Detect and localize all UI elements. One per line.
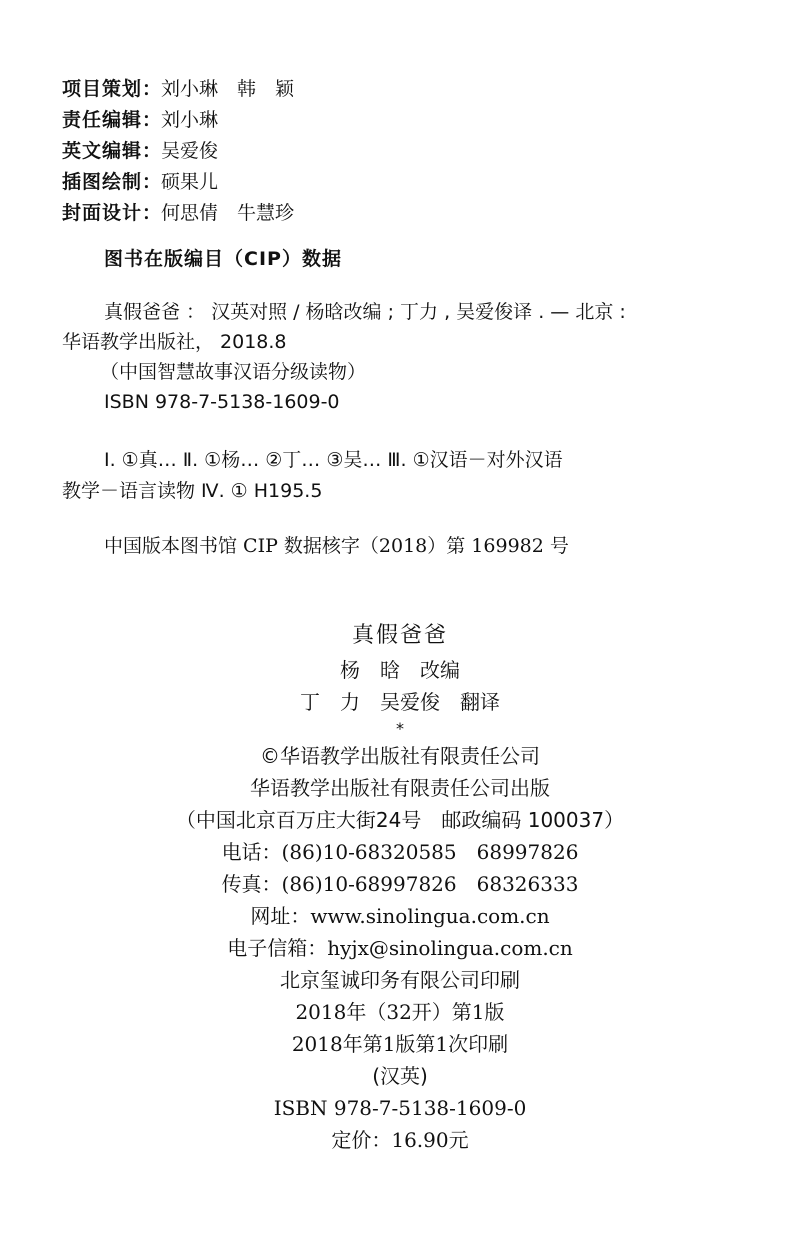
star-divider: * (396, 719, 404, 738)
credit-row-editor (62, 105, 294, 136)
credit-label: 责任编辑 (62, 109, 143, 131)
fax-line: 传真：(86)10-68997826 68326333 (221, 872, 579, 896)
book-title: 真假爸爸 (351, 623, 448, 648)
credit-value: 何思倩 牛慧珍 (161, 202, 295, 224)
credit-value: 硕果儿 (161, 171, 219, 193)
credit-row-illustrator (62, 167, 294, 198)
cip-classification-line: Ⅰ. ①真… Ⅱ. ①杨… ②丁… ③吴… Ⅲ. ①汉语－对外汉语 (104, 449, 563, 471)
cip-heading: 图书在版编目（CIP）数据 (104, 248, 342, 270)
language-line: (汉英) (372, 1064, 428, 1088)
address-line: （中国北京百万庄大街24号 邮政编码 100037） (175, 808, 625, 832)
website-line: 网址：www.sinolingua.com.cn (250, 904, 550, 928)
credit-row-english-editor (62, 136, 294, 167)
colophon (0, 618, 800, 1156)
publisher-line: 华语教学出版社有限责任公司出版 (250, 776, 550, 800)
phone-line: 电话：(86)10-68320585 68997826 (221, 840, 579, 864)
cip-isbn-line: ISBN 978-7-5138-1609-0 (104, 391, 340, 413)
printer-line: 北京玺诚印务有限公司印刷 (280, 968, 520, 992)
isbn-line: ISBN 978-7-5138-1609-0 (273, 1096, 527, 1120)
credit-label: 封面设计 (62, 202, 143, 224)
credit-label: 项目策划 (62, 78, 143, 100)
translators-line: 丁 力 吴爱俊 翻译 (300, 690, 500, 714)
credit-value: 吴爱俊 (161, 140, 219, 162)
credit-row-cover-design (62, 198, 294, 229)
cip-series-line: （中国智慧故事汉语分级读物） (100, 361, 367, 383)
credit-separator: ： (142, 109, 162, 131)
staff-credits (62, 74, 294, 229)
cip-record-line: 华语教学出版社， 2018.8 (62, 331, 287, 353)
credit-label: 英文编辑 (62, 140, 143, 162)
cip-approval-number: 中国版本图书馆 CIP 数据核字（2018）第 169982 号 (104, 535, 569, 557)
printing-line: 2018年第1版第1次印刷 (291, 1032, 509, 1056)
cip-classification-line: 教学－语言读物 Ⅳ. ① H195.5 (62, 480, 323, 502)
credit-label: 插图绘制 (62, 171, 143, 193)
credit-value: 刘小琳 韩 颖 (161, 78, 295, 100)
format-line: 2018年（32开）第1版 (295, 1000, 505, 1024)
credit-separator: ： (142, 171, 162, 193)
cip-record-line: 真假爸爸 ： 汉英对照 / 杨晗改编 ; 丁力 , 吴爱俊译 . — 北京 : (104, 301, 626, 323)
price-line: 定价：16.90元 (331, 1128, 469, 1152)
credit-separator: ： (142, 202, 162, 224)
email-line: 电子信箱：hyjx@sinolingua.com.cn (227, 936, 573, 960)
copyright-line: ©华语教学出版社有限责任公司 (260, 744, 540, 768)
credit-value: 刘小琳 (161, 109, 219, 131)
credit-row-planner (62, 74, 294, 105)
credit-separator: ： (142, 78, 162, 100)
adapter-line: 杨 晗 改编 (340, 658, 460, 682)
credit-separator: ： (142, 140, 162, 162)
